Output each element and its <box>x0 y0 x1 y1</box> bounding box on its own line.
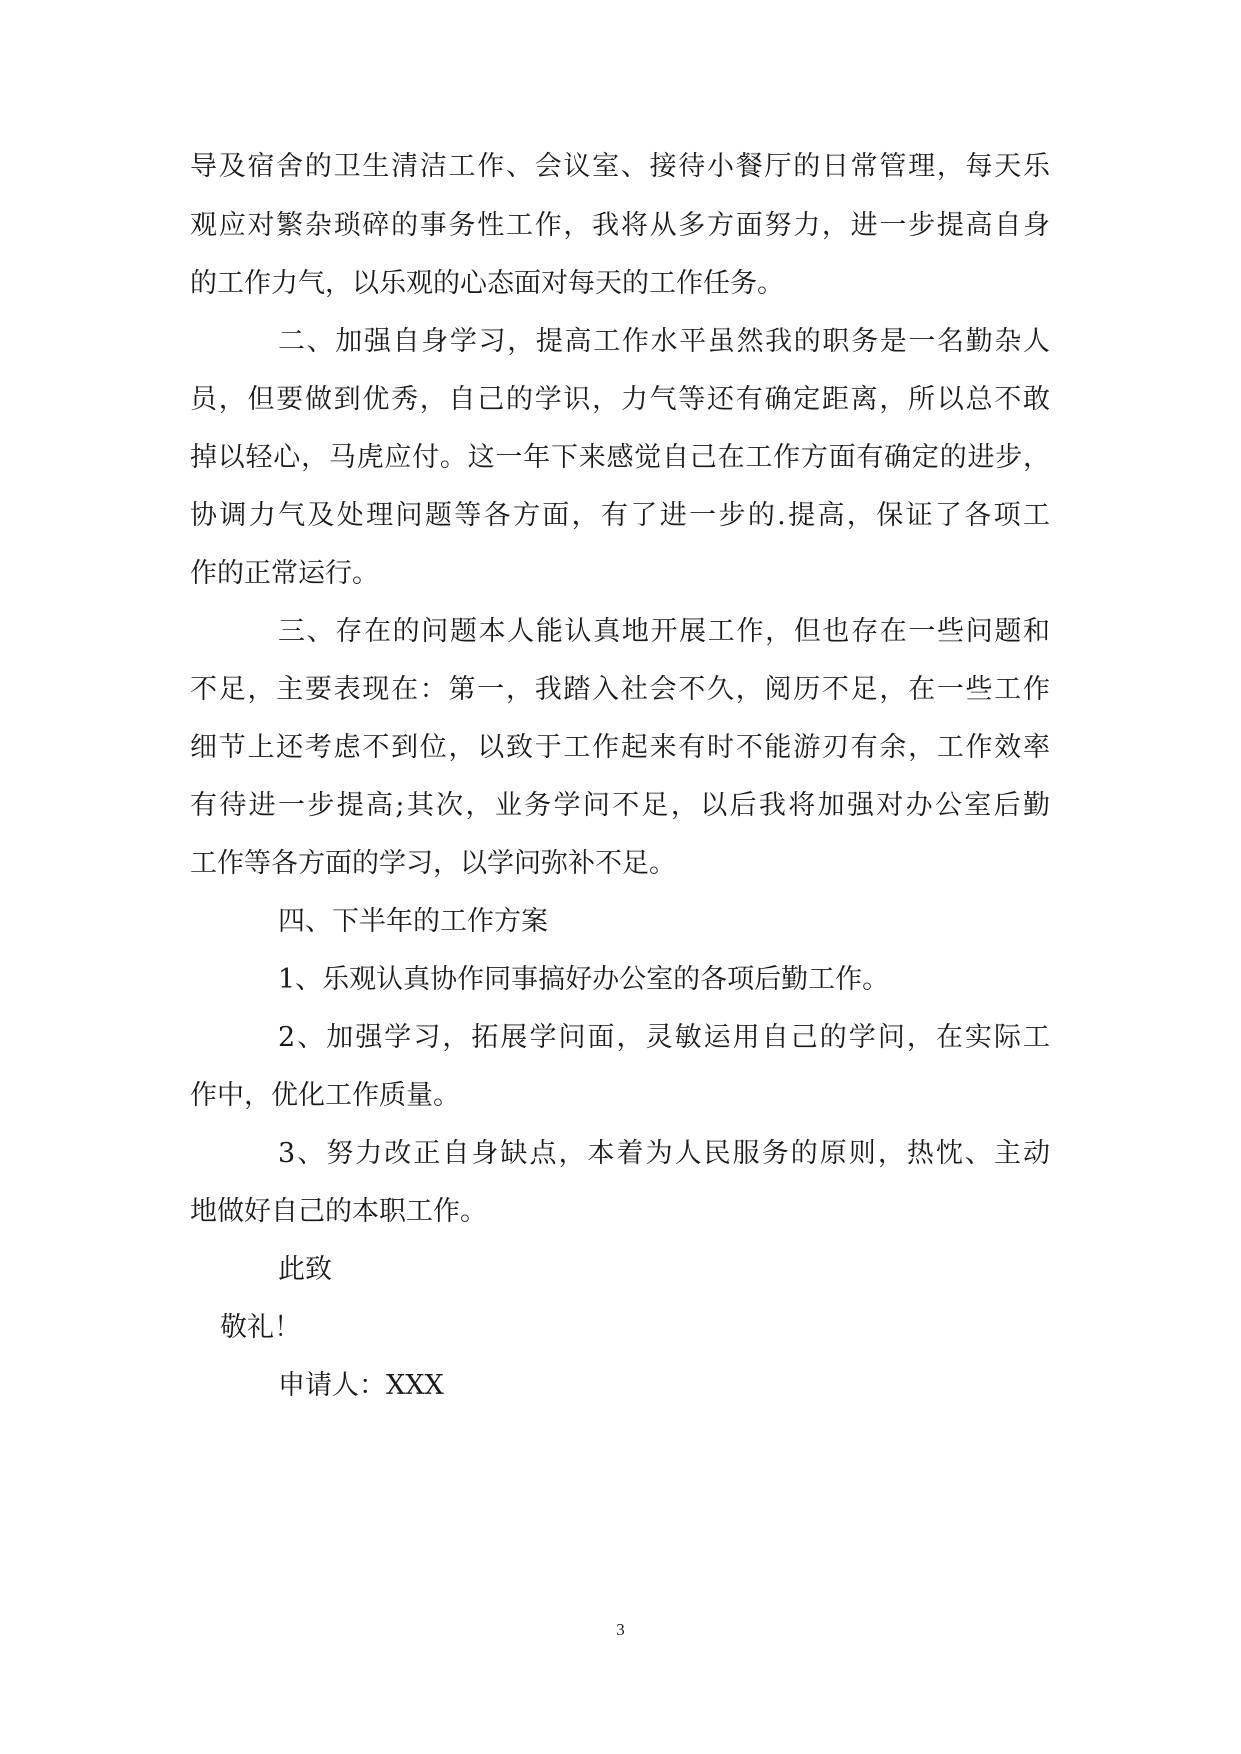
paragraph-2-line-1: 二、加强自身学习，提高工作水平虽然我的职务是一名勤杂人 <box>278 326 1050 357</box>
item-2-line-1: 2、加强学习，拓展学问面，灵敏运用自己的学问，在实际工 <box>278 1022 1050 1053</box>
paragraph-2-line-5: 作的正常运行。 <box>190 558 379 589</box>
paragraph-3-line-1: 三、存在的问题本人能认真地开展工作，但也存在一些问题和 <box>278 616 1050 647</box>
paragraph-3-line-2: 不足，主要表现在：第一，我踏入社会不久，阅历不足，在一些工作 <box>190 674 1050 705</box>
paragraph-3-line-3: 细节上还考虑不到位，以致于工作起来有时不能游刃有余，工作效率 <box>190 732 1050 763</box>
paragraph-2-line-4: 协调力气及处理问题等各方面，有了进一步的.提高，保证了各项工 <box>190 500 1050 531</box>
item-1-line-1: 1、乐观认真协作同事搞好办公室的各项后勤工作。 <box>278 964 890 995</box>
paragraph-2-line-2: 员，但要做到优秀，自己的学识，力气等还有确定距离，所以总不敢 <box>190 384 1050 415</box>
salute-text: 敬礼！ <box>220 1312 301 1343</box>
item-2-line-2: 作中，优化工作质量。 <box>190 1080 460 1111</box>
paragraph-2-line-3: 掉以轻心，马虎应付。这一年下来感觉自己在工作方面有确定的进步， <box>190 442 1050 473</box>
item-3-line-1: 3、努力改正自身缺点，本着为人民服务的原则，热忱、主动 <box>278 1138 1050 1169</box>
item-3-line-2: 地做好自己的本职工作。 <box>190 1196 487 1227</box>
section-4-heading: 四、下半年的工作方案 <box>278 906 548 937</box>
paragraph-3-line-4: 有待进一步提高;其次，业务学问不足，以后我将加强对办公室后勤 <box>190 790 1050 821</box>
paragraph-1-line-1: 导及宿舍的卫生清洁工作、会议室、接待小餐厅的日常管理，每天乐 <box>190 151 1050 182</box>
closing-text: 此致 <box>278 1254 332 1285</box>
paragraph-1-line-3: 的工作力气，以乐观的心态面对每天的工作任务。 <box>190 268 784 299</box>
page-number: 3 <box>616 1620 625 1639</box>
paragraph-1-line-2: 观应对繁杂琐碎的事务性工作，我将从多方面努力，进一步提高自身 <box>190 210 1050 241</box>
paragraph-3-line-5: 工作等各方面的学习，以学问弥补不足。 <box>190 848 676 879</box>
applicant-signature: 申请人：XXX <box>278 1370 444 1401</box>
